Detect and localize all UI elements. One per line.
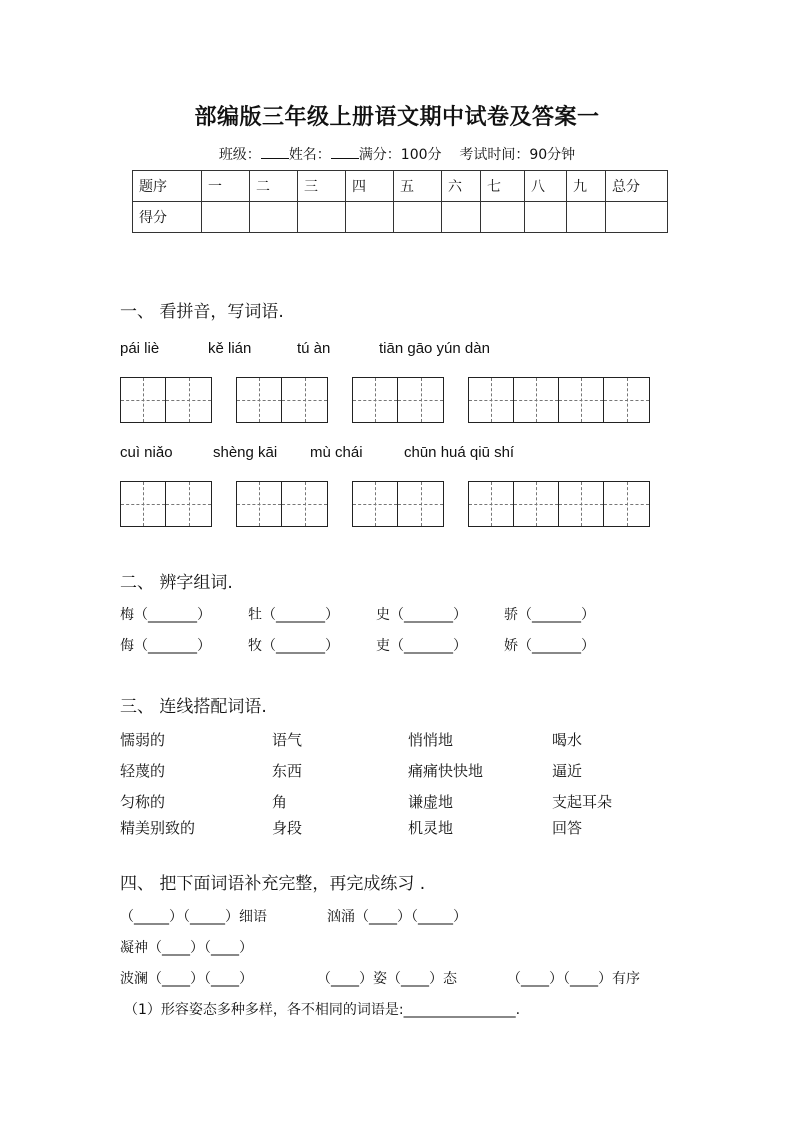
tianzige-cell[interactable]: [514, 378, 559, 422]
match-word[interactable]: 身段: [272, 819, 303, 837]
tianzige-cell[interactable]: [514, 482, 559, 526]
match-word[interactable]: 回答: [552, 819, 583, 837]
match-word[interactable]: 谦虚地: [408, 793, 454, 811]
tianzige-cell[interactable]: [166, 482, 211, 526]
score-cell[interactable]: [525, 202, 567, 233]
section2-title: 二、 辨字组词.: [120, 573, 233, 593]
tianzige-cell[interactable]: [604, 482, 649, 526]
exam-info: [0, 144, 794, 164]
tianzige-cell[interactable]: [559, 378, 604, 422]
tianzige-cell[interactable]: [469, 482, 514, 526]
word-blank[interactable]: 梅（_______）: [120, 607, 211, 623]
pinyin-2: kě lián: [208, 340, 252, 357]
header-cell: 四: [346, 171, 394, 202]
match-word[interactable]: 角: [272, 793, 288, 811]
word-blank[interactable]: 牧（_______）: [248, 638, 339, 654]
pinyin-3: tú àn: [297, 340, 331, 357]
tianzige-cell[interactable]: [237, 482, 282, 526]
pinyin-5: cuì niǎo: [120, 444, 173, 461]
score-row-label: 得分: [133, 202, 202, 233]
idiom-blank[interactable]: （____）（____）有序: [507, 971, 640, 987]
pinyin-7: mù chái: [310, 444, 363, 461]
tianzige-cell[interactable]: [353, 378, 398, 422]
score-cell[interactable]: [606, 202, 668, 233]
match-word[interactable]: 语气: [272, 731, 303, 749]
section3-title: 三、 连线搭配词语.: [120, 697, 267, 717]
tianzige-cell[interactable]: [237, 378, 282, 422]
tianzige-cell[interactable]: [282, 378, 327, 422]
word-blank[interactable]: 吏（_______）: [376, 638, 467, 654]
match-word[interactable]: 支起耳朵: [552, 793, 613, 811]
tianzige-group[interactable]: [120, 377, 212, 423]
match-word[interactable]: 喝水: [552, 731, 583, 749]
tianzige-cell[interactable]: [398, 378, 443, 422]
score-cell[interactable]: [202, 202, 250, 233]
idiom-blank[interactable]: （____）姿（____）态: [317, 971, 457, 987]
full-score: 满分：100分: [358, 147, 442, 163]
class-blank[interactable]: [261, 146, 289, 159]
word-blank[interactable]: 骄（_______）: [504, 607, 595, 623]
match-word[interactable]: 精美别致的: [120, 819, 196, 837]
question-1[interactable]: （1）形容姿态多种多样，各不相同的词语是:________________.: [124, 1002, 521, 1018]
idiom-blank[interactable]: 凝神（____）（____）: [120, 940, 253, 956]
pinyin-6: shèng kāi: [213, 444, 278, 461]
score-row: [133, 202, 668, 233]
header-cell: 二: [250, 171, 298, 202]
score-cell[interactable]: [298, 202, 346, 233]
match-word[interactable]: 痛痛快快地: [408, 762, 484, 780]
exam-time: 考试时间：90分钟: [459, 147, 576, 163]
name-blank[interactable]: [331, 146, 359, 159]
header-cell: 三: [298, 171, 346, 202]
idiom-blank[interactable]: （_____）（_____）细语: [120, 909, 267, 925]
tianzige-cell[interactable]: [166, 378, 211, 422]
word-blank[interactable]: 史（_______）: [376, 607, 467, 623]
match-word[interactable]: 轻蔑的: [120, 762, 166, 780]
pinyin-1: pái liè: [120, 340, 160, 357]
section4-title: 四、 把下面词语补充完整，再完成练习 .: [120, 874, 426, 894]
score-cell[interactable]: [567, 202, 606, 233]
header-cell: 总分: [606, 171, 668, 202]
header-cell: 八: [525, 171, 567, 202]
match-word[interactable]: 逼近: [552, 762, 583, 780]
header-cell: 五: [394, 171, 442, 202]
match-word[interactable]: 东西: [272, 762, 303, 780]
header-cell: 六: [442, 171, 481, 202]
tianzige-cell[interactable]: [559, 482, 604, 526]
score-cell[interactable]: [346, 202, 394, 233]
header-cell: 题序: [133, 171, 202, 202]
tianzige-cell[interactable]: [398, 482, 443, 526]
tianzige-group[interactable]: [468, 377, 650, 423]
score-cell[interactable]: [394, 202, 442, 233]
score-table: [132, 170, 668, 233]
page-title: 部编版三年级上册语文期中试卷及答案一: [194, 104, 600, 130]
tianzige-group[interactable]: [236, 481, 328, 527]
idiom-blank[interactable]: 波澜（____）（____）: [120, 971, 253, 987]
tianzige-group[interactable]: [468, 481, 650, 527]
tianzige-group[interactable]: [352, 481, 444, 527]
match-word[interactable]: 机灵地: [408, 819, 454, 837]
header-cell: 九: [567, 171, 606, 202]
match-word[interactable]: 悄悄地: [408, 731, 454, 749]
tianzige-cell[interactable]: [353, 482, 398, 526]
score-cell[interactable]: [481, 202, 525, 233]
idiom-blank[interactable]: 汹涌（____）（_____）: [327, 909, 467, 925]
word-blank[interactable]: 牡（_______）: [248, 607, 339, 623]
section1-title: 一、 看拼音，写词语.: [120, 302, 284, 322]
tianzige-group[interactable]: [352, 377, 444, 423]
tianzige-group[interactable]: [236, 377, 328, 423]
class-label: 班级：: [218, 147, 261, 163]
tianzige-cell[interactable]: [121, 482, 166, 526]
score-cell[interactable]: [250, 202, 298, 233]
score-cell[interactable]: [442, 202, 481, 233]
pinyin-4: tiān gāo yún dàn: [379, 340, 490, 357]
pinyin-8: chūn huá qiū shí: [404, 444, 515, 461]
tianzige-cell[interactable]: [121, 378, 166, 422]
word-blank[interactable]: 娇（_______）: [504, 638, 595, 654]
tianzige-cell[interactable]: [282, 482, 327, 526]
score-header-row: [133, 171, 668, 202]
tianzige-cell[interactable]: [469, 378, 514, 422]
name-label: 姓名：: [288, 147, 331, 163]
header-cell: 七: [481, 171, 525, 202]
match-word[interactable]: 懦弱的: [120, 731, 166, 749]
tianzige-group[interactable]: [120, 481, 212, 527]
word-blank[interactable]: 侮（_______）: [120, 638, 211, 654]
tianzige-cell[interactable]: [604, 378, 649, 422]
header-cell: 一: [202, 171, 250, 202]
match-word[interactable]: 匀称的: [120, 793, 166, 811]
